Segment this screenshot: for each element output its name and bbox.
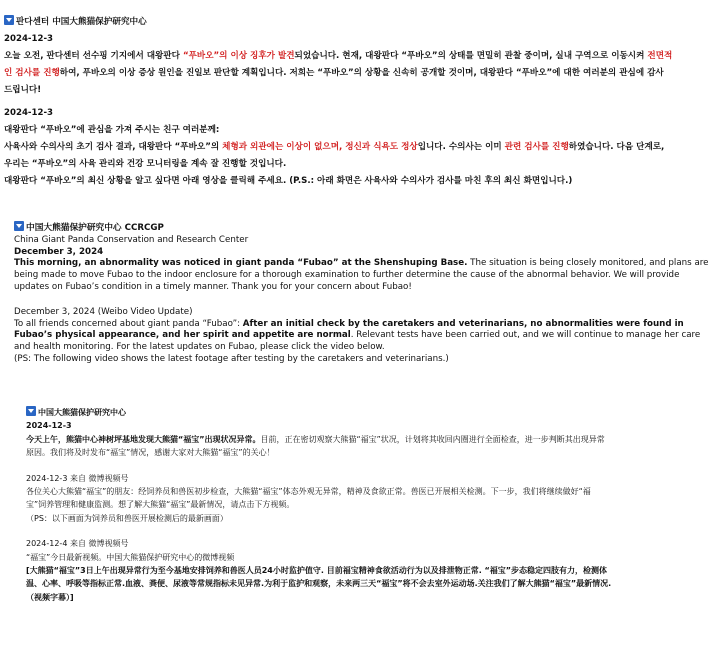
chinese-paragraph-1 — [26, 433, 654, 460]
english-header: 中国大熊猫保护研究中心 CCRCGP — [14, 221, 654, 235]
chinese-section — [26, 406, 654, 604]
text-line — [14, 342, 654, 354]
text-line — [4, 82, 654, 99]
korean-date-1: 2024-12-3 — [4, 34, 53, 44]
text-run: . Relevant tests have been carried out, and we will continue to manage her care — [350, 330, 701, 341]
text-line — [26, 564, 654, 577]
english-org-name: China Giant Panda Conservation and Research Center — [14, 234, 249, 245]
text-line — [14, 318, 684, 331]
text-run: 오늘 오전, 판다센터 선수핑 기지에서 대왕판다 — [4, 51, 183, 61]
english-paragraph-1 — [14, 258, 709, 293]
text-run: 各位关心大熊猫“福宝”的朋友：经饲养员和兽医初步检查，大熊猫“福宝”体态外观无异常，精神及食欲正常。兽医已开展相关检测。下一步，我们将继续做好“福 — [26, 487, 591, 497]
text-run: To all friends concerned about giant panda “Fubao”: — [14, 318, 243, 329]
korean-paragraph-2 — [4, 122, 665, 190]
text-run: 대왕판다 “푸바오”의 최신 상황을 알고 싶다면 아래 영상을 클릭해 주세요. (P.S.: 아래 화면은 사육사와 수의사가 검사를 마친 후의 최신 화면입니다.) — [4, 176, 573, 186]
text-run: （视频字幕）] — [26, 592, 74, 602]
highlight-text: 인 검사를 진행 — [4, 68, 60, 78]
chinese-date-1: 2024-12-3 — [26, 421, 72, 431]
text-run: being made to move Fubao to the indoor enclosure for a thorough examination to further determine the cause of the abnormal behavior. We will provide — [14, 270, 680, 281]
text-run: （PS：以下画面为饲养员和兽医开展检测后的最新画面） — [26, 513, 228, 523]
text-line — [4, 48, 673, 65]
text-line — [14, 330, 701, 342]
korean-header: 판다센터 中国大熊猫保护研究中心 — [4, 14, 654, 31]
text-run: After an initial check by the caretakers and veterinarians, no abnormalities were found in — [242, 318, 684, 329]
english-date-2: December 3, 2024 (Weibo Video Update) — [14, 306, 193, 317]
text-run: 하여, 푸바오의 이상 증상 원인을 진일보 판단할 계획입니다. 저희는 “푸바오”의 상황을 신속히 공개할 것이며, 대왕판다 “푸바오”에 대한 여러분의 관심에 감사 — [59, 68, 664, 78]
chinese-date-2: 2024-12-3 来自 微博视频号 — [26, 473, 129, 483]
text-line — [4, 122, 654, 139]
text-run: 되었습니다. 현재, 대왕판다 “푸바오”의 상태를 면밀히 관찰 중이며, 실내 구역으로 이동시켜 — [294, 51, 648, 61]
text-line — [4, 156, 654, 173]
chinese-header: 中国大熊猫保护研究中心 — [26, 406, 654, 419]
korean-date-2: 2024-12-3 — [4, 108, 53, 118]
flag-icon — [26, 406, 36, 416]
text-run: 하였습니다. 다음 단계로, — [568, 142, 665, 152]
text-run: 目前，正在密切观察大熊猫“福宝”状况，计划将其收回内圈进行全面检查，进一步判断其出现异常 — [260, 434, 605, 444]
text-line — [26, 446, 654, 459]
text-line — [4, 173, 654, 190]
text-run: 사육사와 수의사의 초기 검사 결과, 대왕판다 “푸바오”의 — [4, 142, 223, 152]
text-run: 今天上午，熊猫中心神树坪基地发现大熊猫“福宝”出现状况异常。 — [26, 434, 261, 444]
text-run: [大熊猫“福宝”3日上午出现异常行为至今基地安排饲养和兽医人员24小时监护值守. 目前福宝精神食欲活动行为以及排泄物正常. “福宝”步态稳定四肢有力，检测体 — [26, 566, 608, 576]
text-line — [26, 512, 654, 525]
english-section — [14, 221, 709, 366]
english-paragraph-2 — [14, 318, 701, 366]
highlight-text: “푸바오”의 이상 징후가 발견 — [182, 51, 295, 61]
text-run: 드립니다! — [4, 85, 42, 95]
text-line — [14, 354, 654, 366]
text-run: The situation is being closely monitored, and plans are — [467, 258, 709, 269]
chinese-paragraph-3 — [26, 564, 654, 604]
chinese-paragraph-2 — [26, 485, 654, 525]
text-run: Fubao’s physical appearance, and her spirit and appetite are normal — [14, 330, 351, 341]
text-run: updates on Fubao’s condition in a timely manner. Thank you for your concern about Fubao! — [14, 281, 412, 292]
text-line — [14, 282, 654, 294]
highlight-text: 관련 검사를 진행 — [504, 142, 569, 152]
text-line — [14, 258, 709, 270]
text-run: 입니다. 수의사는 이미 — [417, 142, 505, 152]
text-line — [26, 577, 654, 590]
highlight-text: 체형과 외관에는 이상이 없으며, 정신과 식욕도 정상 — [222, 142, 418, 152]
chinese-paragraph-3-intro: “福宝”今日最新视频。中国大熊猫保护研究中心的微博视频 — [26, 552, 235, 562]
korean-paragraph-1 — [4, 48, 673, 99]
flag-icon — [14, 221, 24, 231]
text-run: (PS: The following video shows the latest footage after testing by the caretakers and veterinarians.) — [14, 353, 449, 364]
text-line — [14, 270, 680, 282]
text-line — [26, 591, 654, 604]
text-run: This morning, an abnormality was noticed in giant panda “Fubao” at the Shenshuping Base. — [14, 258, 468, 269]
text-run: 温、心率、呼吸等指标正常.血液、粪便、尿液等常规指标未见异常.为利于监护和观察，未来两三天“福宝”将不会去室外运动场.关注我们了解大熊猫“福宝”最新情况. — [26, 579, 612, 589]
chinese-date-3: 2024-12-4 来自 微博视频号 — [26, 539, 129, 549]
text-run: and health monitoring. For the latest updates on Fubao, please click the video below. — [14, 342, 385, 353]
text-run: 우리는 “푸바오”의 사육 관리와 건강 모니터링을 계속 잘 진행할 것입니다. — [4, 159, 287, 169]
english-date-1: December 3, 2024 — [14, 246, 104, 257]
text-line — [4, 65, 664, 82]
korean-section — [4, 14, 673, 190]
flag-icon — [4, 15, 14, 25]
text-run: 原因。我们将及时发布“福宝”情况，感谢大家对大熊猫“福宝”的关心！ — [26, 448, 275, 458]
text-line — [26, 498, 654, 511]
highlight-text: 전면적 — [647, 51, 673, 61]
text-line — [4, 139, 665, 156]
text-line — [26, 433, 654, 446]
text-run: 대왕판다 “푸바오”에 관심을 가져 주시는 친구 여러분께: — [4, 125, 220, 135]
text-run: 宝”饲养管理和健康监测。想了解大熊猫“福宝”最新情况，请点击下方视频。 — [26, 500, 295, 510]
text-line — [26, 485, 654, 498]
